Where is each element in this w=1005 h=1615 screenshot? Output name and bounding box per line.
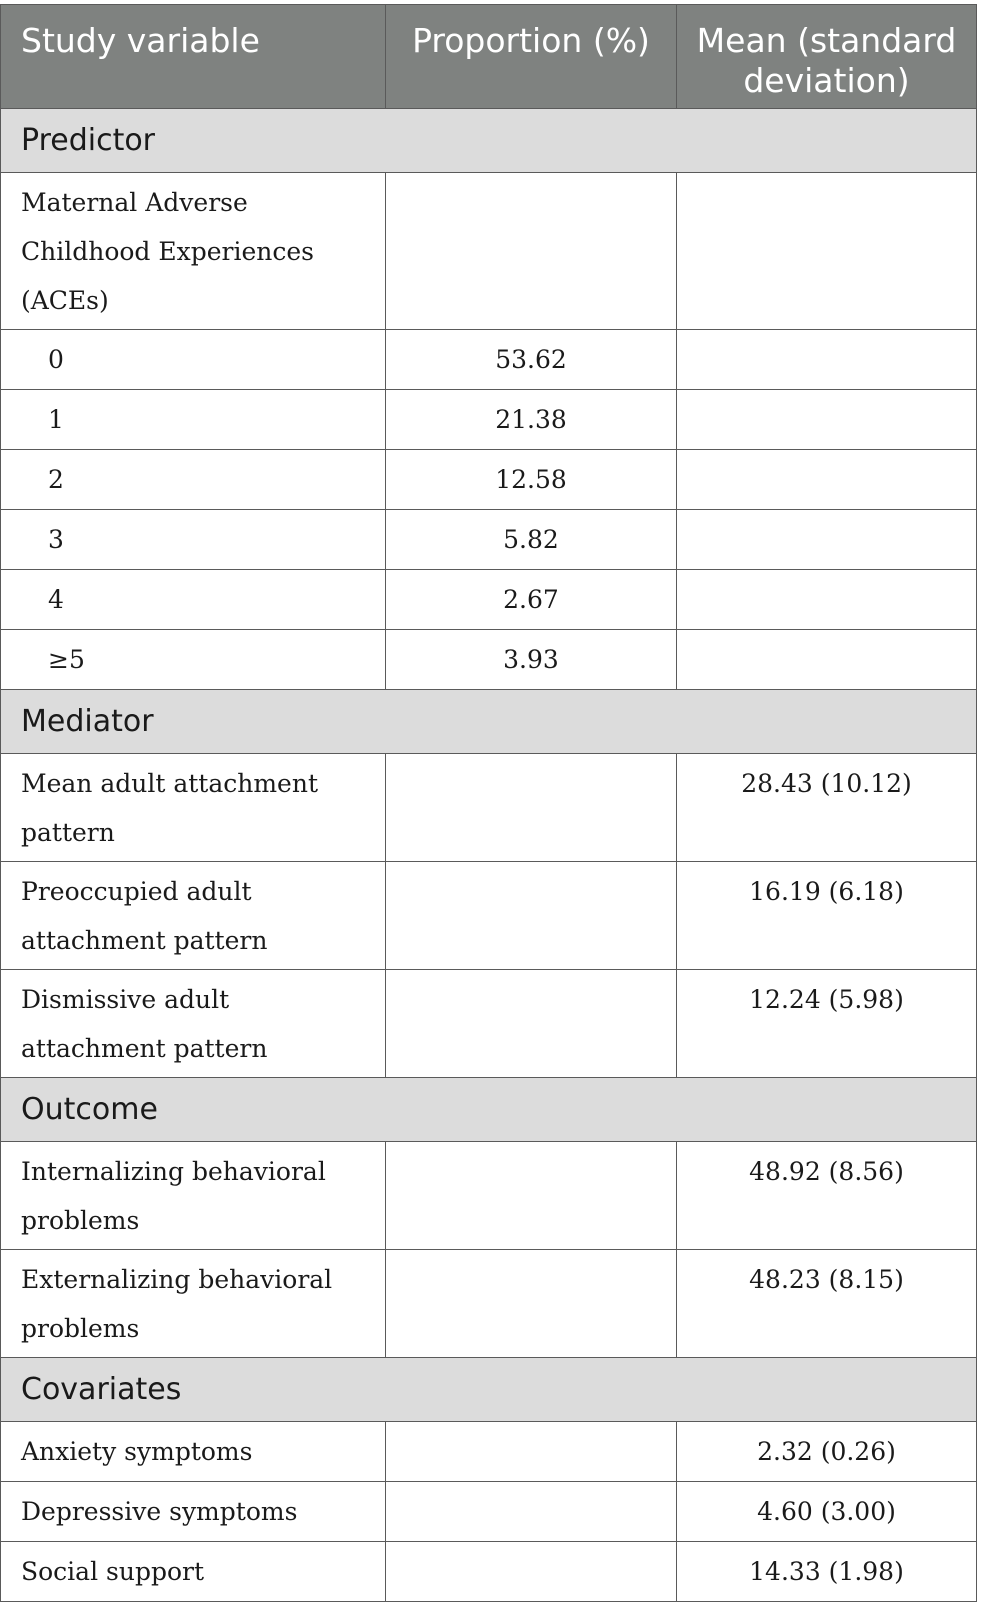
ace-level: 2	[1, 450, 386, 510]
proportion-cell	[386, 173, 677, 330]
mean-sd-cell: 14.33 (1.98)	[677, 1542, 977, 1602]
mean-sd-cell: 12.24 (5.98)	[677, 970, 977, 1078]
section-label: Mediator	[1, 690, 977, 754]
mean-sd-cell	[677, 390, 977, 450]
header-proportion: Proportion (%)	[386, 5, 677, 109]
table-row	[1, 510, 977, 570]
proportion-cell	[386, 1250, 677, 1358]
proportion-cell: 12.58	[386, 450, 677, 510]
header-study-variable: Study variable	[1, 5, 386, 109]
mean-sd-cell	[677, 570, 977, 630]
row-label: Maternal Adverse Childhood Experiences (ACEs)	[1, 173, 386, 330]
proportion-cell: 2.67	[386, 570, 677, 630]
table-row	[1, 390, 977, 450]
mean-sd-cell: 48.23 (8.15)	[677, 1250, 977, 1358]
proportion-cell: 3.93	[386, 630, 677, 690]
section-row-mediator	[1, 690, 977, 754]
proportion-cell	[386, 754, 677, 862]
mean-sd-cell: 16.19 (6.18)	[677, 862, 977, 970]
table-row	[1, 570, 977, 630]
table-row	[1, 173, 977, 330]
mean-sd-cell: 28.43 (10.12)	[677, 754, 977, 862]
table-row	[1, 1422, 977, 1482]
mean-sd-cell: 4.60 (3.00)	[677, 1482, 977, 1542]
table-row	[1, 330, 977, 390]
proportion-cell	[386, 1482, 677, 1542]
proportion-cell	[386, 1142, 677, 1250]
ace-level: 0	[1, 330, 386, 390]
row-label: Anxiety symptoms	[1, 1422, 386, 1482]
section-label: Covariates	[1, 1358, 977, 1422]
table-row	[1, 630, 977, 690]
mean-sd-cell	[677, 630, 977, 690]
mean-sd-cell	[677, 173, 977, 330]
section-row-covariates	[1, 1358, 977, 1422]
table-row	[1, 450, 977, 510]
row-label: Dismissive adult attachment pattern	[1, 970, 386, 1078]
study-variables-table	[0, 4, 977, 1602]
row-label: Externalizing behavioral problems	[1, 1250, 386, 1358]
proportion-cell	[386, 970, 677, 1078]
row-label: Depressive symptoms	[1, 1482, 386, 1542]
table-row	[1, 1250, 977, 1358]
row-label: Mean adult attachment pattern	[1, 754, 386, 862]
proportion-cell	[386, 1422, 677, 1482]
header-row	[1, 5, 977, 109]
section-label: Outcome	[1, 1078, 977, 1142]
row-label: Preoccupied adult attachment pattern	[1, 862, 386, 970]
proportion-cell: 53.62	[386, 330, 677, 390]
section-label: Predictor	[1, 109, 977, 173]
mean-sd-cell	[677, 510, 977, 570]
row-label: Internalizing behavioral problems	[1, 1142, 386, 1250]
ace-level: 3	[1, 510, 386, 570]
mean-sd-cell: 48.92 (8.56)	[677, 1142, 977, 1250]
table-row	[1, 970, 977, 1078]
row-label: Social support	[1, 1542, 386, 1602]
proportion-cell: 21.38	[386, 390, 677, 450]
mean-sd-cell: 2.32 (0.26)	[677, 1422, 977, 1482]
ace-level: 1	[1, 390, 386, 450]
section-row-outcome	[1, 1078, 977, 1142]
proportion-cell: 5.82	[386, 510, 677, 570]
mean-sd-cell	[677, 450, 977, 510]
header-mean-sd: Mean (standard deviation)	[677, 5, 977, 109]
proportion-cell	[386, 862, 677, 970]
proportion-cell	[386, 1542, 677, 1602]
table-row	[1, 862, 977, 970]
table-row	[1, 754, 977, 862]
table-row	[1, 1482, 977, 1542]
table-row	[1, 1542, 977, 1602]
table-row	[1, 1142, 977, 1250]
mean-sd-cell	[677, 330, 977, 390]
section-row-predictor	[1, 109, 977, 173]
ace-level: 4	[1, 570, 386, 630]
ace-level: ≥5	[1, 630, 386, 690]
